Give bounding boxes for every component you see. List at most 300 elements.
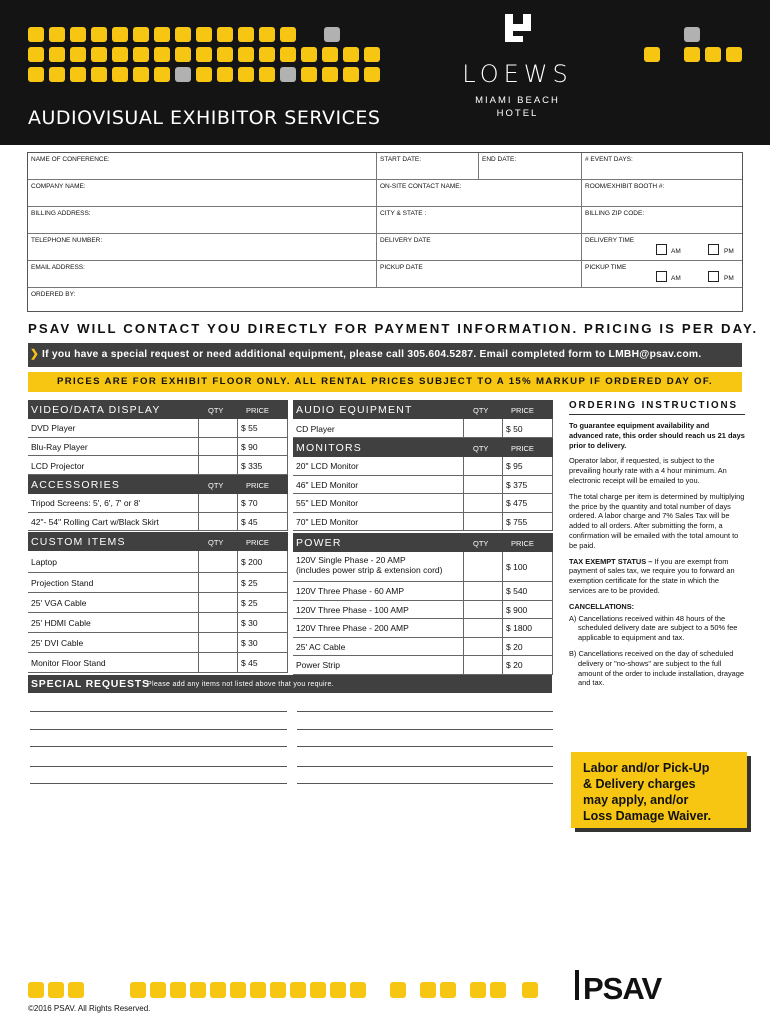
decorative-square: [301, 47, 317, 62]
billing-address-field[interactable]: [28, 207, 376, 234]
qty-header: QTY: [208, 538, 224, 547]
ordered-by-field[interactable]: [28, 288, 744, 315]
special-request-banner: [28, 343, 742, 367]
decorative-square: [70, 47, 86, 62]
item-name: 20" LCD Monitor: [296, 461, 359, 472]
decorative-square: [522, 982, 538, 998]
item-name: 25' VGA Cable: [31, 597, 87, 608]
item-price: $ 200: [241, 557, 263, 567]
form-row: [28, 153, 742, 180]
price-cell: [502, 419, 553, 437]
item-name: DVD Player: [31, 423, 76, 434]
item-price: $ 70: [241, 498, 258, 509]
tax-exempt-text: If you are exempt from payment of sales tax, we require you to forward an exemption certificate for the state in which the services are to be provided.: [569, 556, 735, 595]
decorative-square: [28, 67, 44, 82]
item-price: $ 55: [241, 423, 258, 434]
price-cell: [502, 476, 553, 494]
decorative-square: [280, 27, 296, 42]
form-row: [28, 180, 742, 207]
qty-input[interactable]: [463, 601, 502, 619]
decorative-square: [343, 67, 359, 82]
price-cell: [502, 457, 553, 475]
instructions-p1: To guarantee equipment availability and advanced rate, this order should reach us 21 days prior to delivery.: [569, 421, 745, 450]
pickup-date-field[interactable]: [376, 261, 581, 288]
item-price: $ 475: [506, 498, 528, 509]
item-name-line: 120V Single Phase - 20 AMP: [296, 555, 406, 565]
price-header: PRICE: [511, 406, 534, 415]
decorative-square: [310, 982, 326, 998]
decorative-square: [68, 982, 84, 998]
field-label: PICKUP DATE: [380, 264, 423, 271]
decorative-square: [440, 982, 456, 998]
item-price: $ 50: [506, 423, 523, 434]
decorative-square: [112, 67, 128, 82]
decorative-square: [49, 47, 65, 62]
qty-header: QTY: [208, 481, 224, 490]
field-label: ROOM/EXHIBIT BOOTH #:: [585, 183, 665, 190]
qty-input[interactable]: [198, 613, 237, 632]
decorative-square: [364, 47, 380, 62]
cancellation-b: B) Cancellations received on the day of scheduled delivery or "no-shows" are subject to the full amount of the order to include installation, drayage and tax.: [569, 648, 744, 688]
qty-input[interactable]: [463, 552, 502, 581]
field-label: ON-SITE CONTACT NAME:: [380, 183, 462, 190]
decorative-square: [28, 47, 44, 62]
price-cell: [237, 573, 288, 592]
pickup-am-checkbox[interactable]: [656, 271, 667, 282]
table-row: [293, 552, 553, 582]
write-in-line[interactable]: [297, 766, 553, 767]
write-in-line[interactable]: [297, 746, 553, 747]
decorative-square: [343, 47, 359, 62]
custom-title: CUSTOM ITEMS: [31, 536, 126, 548]
item-name: 70" LED Monitor: [296, 516, 359, 527]
decorative-square: [154, 27, 170, 42]
decorative-square: [217, 27, 233, 42]
telephone-field[interactable]: [28, 234, 376, 261]
price-header: PRICE: [511, 444, 534, 453]
end-date-field[interactable]: [478, 153, 581, 180]
delivery-pm-checkbox[interactable]: [708, 244, 719, 255]
item-price: $ 45: [241, 516, 258, 527]
qty-header: QTY: [473, 444, 489, 453]
city-state-field[interactable]: [376, 207, 581, 234]
price-cell: [502, 494, 553, 512]
decorative-square: [230, 982, 246, 998]
price-cell: [237, 593, 288, 612]
onsite-contact-field[interactable]: [376, 180, 581, 207]
callout-line: Labor and/or Pick-Up: [583, 761, 710, 775]
decorative-square: [133, 67, 149, 82]
item-price: $ 30: [241, 637, 258, 648]
decorative-square: [91, 47, 107, 62]
decorative-square: [130, 982, 146, 998]
table-row: [28, 551, 288, 573]
loews-mark-icon: [505, 14, 531, 42]
decorative-square: [196, 47, 212, 62]
decorative-square: [190, 982, 206, 998]
item-name: 46" LED Monitor: [296, 479, 359, 490]
power-title: POWER: [296, 537, 342, 549]
qty-header: QTY: [208, 406, 224, 415]
decorative-square: [49, 27, 65, 42]
price-cell: [502, 513, 553, 531]
item-name: Power Strip: [296, 660, 340, 671]
decorative-square: [91, 27, 107, 42]
price-cell: [502, 638, 553, 656]
video-header: [28, 400, 288, 419]
decorative-square: [48, 982, 64, 998]
item-price: $ 755: [506, 516, 528, 527]
qty-input[interactable]: [463, 494, 502, 512]
item-price: $ 25: [241, 577, 258, 588]
item-name: Tripod Screens: 5', 6', 7' or 8': [31, 498, 141, 509]
field-label: BILLING ADDRESS:: [31, 210, 91, 217]
price-header: PRICE: [246, 406, 269, 415]
monitors-title: MONITORS: [296, 442, 362, 454]
table-row: [293, 457, 553, 476]
video-title: VIDEO/DATA DISPLAY: [31, 404, 161, 416]
decorative-square: [259, 47, 275, 62]
form-row: [28, 234, 742, 261]
table-row: [293, 513, 553, 532]
brand-sub-1: MIAMI BEACH: [475, 95, 560, 106]
price-cell: [237, 633, 288, 652]
item-price: $ 900: [506, 604, 528, 615]
audio-title: AUDIO EQUIPMENT: [296, 404, 413, 416]
decorative-square: [175, 27, 191, 42]
psav-logo: [575, 966, 685, 1004]
pm-label: PM: [724, 248, 734, 255]
decorative-square: [490, 982, 506, 998]
price-header: PRICE: [246, 538, 269, 547]
instructions-p3: The total charge per item is determined by multiplying the price by the quantity and total number of days ordered. A labor charge and 7% Sales Tax will be added to all orders. After submitting the form, a confirmation will be emailed with the total amount to be paid.: [569, 491, 745, 550]
decorative-square: [133, 47, 149, 62]
item-price: $ 95: [506, 461, 523, 472]
decorative-square: [420, 982, 436, 998]
decorative-square: [390, 982, 406, 998]
decorative-square: [726, 47, 742, 62]
qty-header: QTY: [473, 539, 489, 548]
decorative-square: [301, 67, 317, 82]
item-name: 25' DVI Cable: [31, 637, 84, 648]
qty-input[interactable]: [463, 476, 502, 494]
decorative-square: [91, 67, 107, 82]
item-name: Blu-Ray Player: [31, 442, 88, 453]
instructions-title: ORDERING INSTRUCTIONS: [569, 400, 745, 415]
field-label: START DATE:: [380, 156, 422, 163]
decorative-square: [196, 67, 212, 82]
decorative-square: [210, 982, 226, 998]
accessories-title: ACCESSORIES: [31, 479, 121, 491]
price-cell: [237, 438, 288, 456]
field-label: BILLING ZIP CODE:: [585, 210, 645, 217]
item-price: $ 30: [241, 617, 258, 628]
power-header: [293, 533, 553, 552]
price-cell: [502, 601, 553, 619]
qty-input[interactable]: [198, 653, 237, 672]
decorative-square: [70, 67, 86, 82]
price-cell: [237, 419, 288, 437]
table-row: [28, 456, 288, 475]
special-requests-title: SPECIAL REQUESTS: [31, 678, 150, 690]
field-label: END DATE:: [482, 156, 517, 163]
decorative-square: [49, 67, 65, 82]
psav-bar: [575, 970, 579, 1000]
contact-form: [27, 152, 743, 312]
item-price: $ 540: [506, 586, 528, 597]
item-name: 25' HDMI Cable: [31, 617, 91, 628]
qty-input[interactable]: [198, 573, 237, 592]
psav-wordmark: PSAV: [583, 971, 662, 1004]
decorative-square: [175, 67, 191, 82]
write-in-line[interactable]: [30, 746, 287, 747]
qty-header: QTY: [473, 406, 489, 415]
table-row: [293, 494, 553, 513]
decorative-square: [259, 27, 275, 42]
table-row: [293, 619, 553, 638]
custom-header: [28, 532, 288, 551]
table-row: [293, 638, 553, 657]
item-name: Monitor Floor Stand: [31, 657, 106, 668]
decorative-square: [280, 67, 296, 82]
decorative-square: [684, 47, 700, 62]
decorative-square: [175, 47, 191, 62]
qty-input[interactable]: [198, 494, 237, 512]
special-requests-header: [28, 675, 552, 693]
item-name: CD Player: [296, 423, 335, 434]
item-name: 120V Three Phase - 60 AMP: [296, 586, 405, 597]
table-row: [28, 513, 288, 532]
decorative-square: [238, 47, 254, 62]
qty-input[interactable]: [463, 582, 502, 600]
qty-input[interactable]: [198, 633, 237, 652]
cancellation-a: A) Cancellations received within 48 hours of the scheduled delivery date are subject to a 50% fee applicable to equipment and tax.: [569, 613, 738, 643]
decorative-square: [270, 982, 286, 998]
item-name: 120V Three Phase - 100 AMP: [296, 604, 409, 615]
qty-input[interactable]: [198, 551, 237, 572]
field-label: CITY & STATE :: [380, 210, 427, 217]
field-label: PICKUP TIME: [585, 264, 627, 271]
pickup-pm-checkbox[interactable]: [708, 271, 719, 282]
qty-input[interactable]: [463, 638, 502, 656]
decorative-square: [238, 27, 254, 42]
write-in-line[interactable]: [297, 783, 553, 784]
item-price: $ 45: [241, 657, 258, 668]
decorative-square: [112, 47, 128, 62]
cancellations-title: CANCELLATIONS:: [569, 601, 635, 611]
table-row: [28, 419, 288, 438]
item-name: [296, 555, 442, 575]
delivery-am-checkbox[interactable]: [656, 244, 667, 255]
loews-logo: [455, 14, 580, 120]
table-row: [28, 573, 288, 593]
decorative-square: [259, 67, 275, 82]
qty-input[interactable]: [198, 419, 237, 437]
price-cell: [237, 494, 288, 512]
callout-line: may apply, and/or: [583, 793, 689, 807]
qty-input[interactable]: [198, 513, 237, 531]
price-cell: [502, 582, 553, 600]
qty-input[interactable]: [198, 593, 237, 612]
price-cell: [502, 656, 553, 674]
item-name: Laptop: [31, 557, 57, 567]
price-cell: [237, 653, 288, 672]
form-row: [28, 288, 742, 315]
decorative-square: [684, 27, 700, 42]
brand-sub-2: HOTEL: [496, 108, 539, 119]
table-row: [28, 438, 288, 457]
event-days-field[interactable]: [581, 153, 744, 180]
price-header: PRICE: [246, 481, 269, 490]
instructions-p4: [569, 557, 745, 596]
item-name-detail: (includes power strip & extension cord): [296, 565, 443, 575]
item-price: $ 90: [241, 442, 258, 453]
am-label: AM: [671, 248, 681, 255]
qty-input[interactable]: [463, 656, 502, 674]
item-price: $ 20: [506, 641, 523, 652]
pickup-time-field: [581, 261, 744, 288]
decorative-square: [322, 67, 338, 82]
write-in-line[interactable]: [30, 729, 287, 730]
decorative-square: [217, 47, 233, 62]
table-row: [293, 419, 553, 438]
company-name-field[interactable]: [28, 180, 376, 207]
decorative-square: [280, 47, 296, 62]
decorative-square: [70, 27, 86, 42]
callout-line: Loss Damage Waiver.: [583, 809, 712, 823]
room-booth-field[interactable]: [581, 180, 744, 207]
field-label: # EVENT DAYS:: [585, 156, 633, 163]
decorative-square: [705, 47, 721, 62]
table-row: [293, 582, 553, 601]
table-row: [28, 633, 288, 653]
decorative-square: [324, 27, 340, 42]
item-price: $ 335: [241, 460, 263, 471]
table-row: [28, 593, 288, 613]
brand-name: LOEWS: [462, 60, 573, 88]
item-name: Projection Stand: [31, 577, 94, 588]
field-label: DELIVERY DATE: [380, 237, 431, 244]
callout-line: & Delivery charges: [583, 777, 696, 791]
form-row: [28, 207, 742, 234]
delivery-time-field: [581, 234, 744, 261]
decorative-square: [154, 67, 170, 82]
write-in-line[interactable]: [297, 729, 553, 730]
prices-notice: PRICES ARE FOR EXHIBIT FLOOR ONLY. ALL RENTAL PRICES SUBJECT TO A 15% MARKUP IF ORDERED DAY OF.: [28, 372, 742, 392]
field-label: NAME OF CONFERENCE:: [31, 156, 110, 163]
ordering-instructions: [569, 400, 745, 688]
qty-input[interactable]: [463, 419, 502, 437]
qty-input[interactable]: [198, 438, 237, 456]
item-name: 120V Three Phase - 200 AMP: [296, 623, 409, 634]
write-in-line[interactable]: [30, 766, 287, 767]
decorative-square: [150, 982, 166, 998]
audio-header: [293, 400, 553, 419]
write-in-line[interactable]: [297, 711, 553, 712]
qty-input[interactable]: [463, 513, 502, 531]
qty-input[interactable]: [198, 456, 237, 474]
page-title: AUDIOVISUAL EXHIBITOR SERVICES: [28, 107, 381, 129]
price-cell: [237, 513, 288, 531]
price-cell: [502, 552, 553, 581]
write-in-line[interactable]: [30, 783, 287, 784]
qty-input[interactable]: [463, 619, 502, 637]
delivery-date-field[interactable]: [376, 234, 581, 261]
decorative-square: [28, 982, 44, 998]
price-cell: [237, 456, 288, 474]
charges-callout: [571, 752, 747, 828]
table-row: [28, 653, 288, 673]
instructions-p2: Operator labor, if requested, is subject to the prevailing hourly rate with a 4 hour minimum. An electronic receipt will be emailed to you.: [569, 456, 727, 485]
am-label: AM: [671, 275, 681, 282]
decorative-square: [330, 982, 346, 998]
monitors-header: [293, 438, 553, 457]
table-row: [293, 656, 553, 675]
table-row: [293, 476, 553, 495]
billing-zip-field[interactable]: [581, 207, 744, 234]
field-label: COMPANY NAME:: [31, 183, 86, 190]
decorative-square: [250, 982, 266, 998]
decorative-square: [322, 47, 338, 62]
table-row: [293, 601, 553, 620]
header-banner: [0, 0, 770, 145]
item-price: $ 25: [241, 597, 258, 608]
decorative-square: [170, 982, 186, 998]
conference-name-field[interactable]: [28, 153, 376, 180]
item-price: $ 375: [506, 479, 528, 490]
item-name: 55" LED Monitor: [296, 498, 359, 509]
price-header: PRICE: [511, 539, 534, 548]
pm-label: PM: [724, 275, 734, 282]
price-cell: [237, 613, 288, 632]
tax-exempt-label: TAX EXEMPT STATUS –: [569, 556, 653, 566]
form-row: [28, 261, 742, 288]
item-name: 42"- 54" Rolling Cart w/Black Skirt: [31, 516, 159, 527]
field-label: ORDERED BY:: [31, 291, 76, 298]
decorative-square: [28, 27, 44, 42]
decorative-square: [154, 47, 170, 62]
item-price: $ 1800: [506, 623, 532, 634]
price-cell: [237, 551, 288, 572]
decorative-square: [196, 27, 212, 42]
decorative-square: [217, 67, 233, 82]
copyright: ©2016 PSAV. All Rights Reserved.: [28, 1004, 151, 1013]
item-name: LCD Projector: [31, 460, 85, 471]
field-label: TELEPHONE NUMBER:: [31, 237, 103, 244]
decorative-square: [133, 27, 149, 42]
item-price: $ 100: [506, 562, 528, 572]
decorative-square: [350, 982, 366, 998]
special-request-text: If you have a special request or need additional equipment, please call 305.604.5287. Email completed form to LMBH@psav.com.: [42, 349, 702, 360]
price-cell: [502, 619, 553, 637]
payment-notice: PSAV WILL CONTACT YOU DIRECTLY FOR PAYMENT INFORMATION. PRICING IS PER DAY.: [28, 321, 759, 336]
special-requests-note: Please add any items not listed above that you require.: [147, 681, 334, 688]
decorative-square: [112, 27, 128, 42]
table-row: [28, 494, 288, 513]
field-label: EMAIL ADDRESS:: [31, 264, 85, 271]
table-row: [28, 613, 288, 633]
field-label: DELIVERY TIME: [585, 237, 635, 244]
start-date-field[interactable]: [376, 153, 478, 180]
email-field[interactable]: [28, 261, 376, 288]
item-name: 25' AC Cable: [296, 641, 346, 652]
item-price: $ 20: [506, 660, 523, 671]
write-in-line[interactable]: [30, 711, 287, 712]
decorative-square: [470, 982, 486, 998]
accessories-header: [28, 475, 288, 494]
qty-input[interactable]: [463, 457, 502, 475]
decorative-square: [238, 67, 254, 82]
